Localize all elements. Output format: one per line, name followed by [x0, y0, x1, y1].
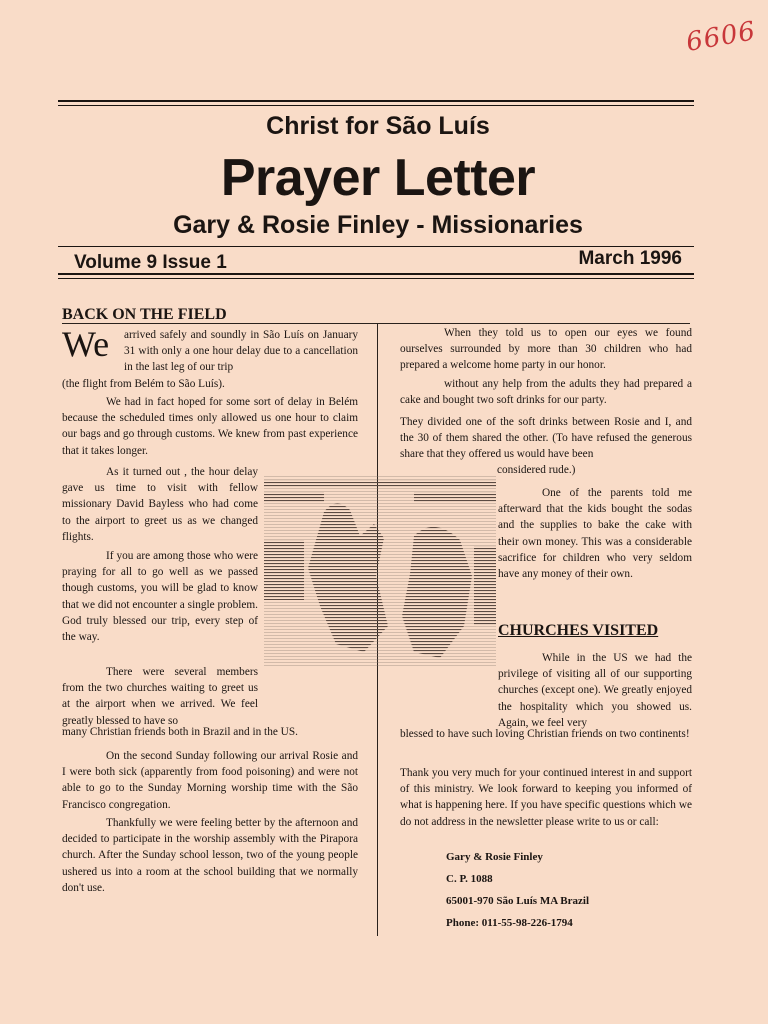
- paragraph-soft-drinks: They divided one of the soft drinks between Rosie and I, and the 30 of them shared the other. (To have refused the generous share that they offered us would have been: [400, 416, 692, 461]
- masthead-top-rule-2: [58, 105, 694, 106]
- paragraph-second-sunday: On the second Sunday following our arrival Rosie and I were both sick (apparently from food poisoning) and were not able to go to the Sunday Morning worship time with the São Francisco congregation.: [62, 750, 358, 811]
- paragraph-cake: without any help from the adults they had prepared a cake and bought two soft drinks for our party.: [400, 378, 692, 407]
- contact-name: Gary & Rosie Finley: [446, 851, 543, 863]
- paragraph-arrival: [62, 324, 358, 392]
- section-heading-churches-visited: CHURCHES VISITED: [498, 622, 659, 639]
- drop-cap: We: [62, 324, 110, 364]
- paragraph-delay-hope: We had in fact hoped for some sort of delay in Belém because the scheduled times only allowed us one hour to claim our bags and go through customs. We knew from past experience that it takes longer.: [62, 396, 358, 457]
- paragraph-sacrifice: One of the parents told me afterward that the kids bought the sodas and the supplies to bake the cake with their own money. This was a considerable sacrifice for children who very seldom have any money of their own.: [498, 487, 692, 581]
- paragraph-churches: While in the US we had the privilege of visiting all of our supporting churches (except one). We greatly enjoyed the hospitality which you showed us. Again, we feel very: [498, 652, 692, 729]
- paragraph-church-members-tail: many Christian friends both in Brazil and in the US.: [62, 726, 298, 738]
- contact-address: 65001-970 São Luís MA Brazil: [446, 895, 590, 907]
- organization-name: Christ for São Luís: [266, 112, 490, 140]
- paragraph-soft-drinks-tail: considered rude.): [497, 464, 576, 476]
- paragraph-arrival-tail: (the flight from Belém to São Luís).: [62, 377, 225, 390]
- paragraph-arrival-text: arrived safely and soundly in São Luís on January 31 with only a one hour delay due to a cancellation in the last leg of our trip: [124, 329, 358, 374]
- newsletter-title: Prayer Letter: [220, 149, 536, 207]
- handwritten-number: 6606: [683, 16, 759, 58]
- paragraph-thank-you: Thank you very much for your continued interest in and support of this ministry. We look forward to keeping you informed of what is happening here. If you have specific questions which we do not address in the newsletter please write to us or call:: [400, 767, 692, 828]
- contact-phone: Phone: 011-55-98-226-1794: [446, 917, 573, 929]
- paragraph-customs: If you are among those who were praying for all to go well as we passed though customs, you will be glad to know that we did not encounter a single problem. God truly blessed our trip, every step of the way.: [62, 550, 258, 644]
- masthead-mid-rule: [58, 246, 694, 247]
- issue-date: March 1996: [578, 248, 682, 269]
- paragraph-pirapora: Thankfully we were feeling better by the afternoon and decided to participate in the worship assembly with the Pirapora church. After the Sunday school lesson, two of the young people ushered us into a room at the school building that we normally don't use.: [62, 817, 358, 894]
- paragraph-church-members: There were several members from the two churches waiting to greet us at the airport when we arrived. We feel greatly blessed to have so: [62, 666, 258, 727]
- section-heading-back-on-field: BACK ON THE FIELD: [62, 306, 227, 323]
- paragraph-welcome-party: When they told us to open our eyes we found ourselves surrounded by more than 30 children who had prepared a welcome home party in our honor.: [400, 327, 692, 372]
- masthead-bottom-rule-2: [58, 278, 694, 279]
- paragraph-hour-delay: As it turned out , the hour delay gave us time to visit with fellow missionary David Bayless who had come to the airport to greet us as we changed flights.: [62, 466, 258, 543]
- halftone-illustration: [264, 476, 496, 666]
- authors-line: Gary & Rosie Finley - Missionaries: [173, 211, 583, 239]
- section-heading-rule: [62, 323, 690, 324]
- masthead-bottom-rule: [58, 273, 694, 275]
- contact-po-box: C. P. 1088: [446, 873, 493, 885]
- masthead-top-rule: [58, 100, 694, 102]
- paragraph-churches-tail: blessed to have such loving Christian friends on two continents!: [400, 728, 690, 740]
- volume-issue: Volume 9 Issue 1: [74, 252, 227, 273]
